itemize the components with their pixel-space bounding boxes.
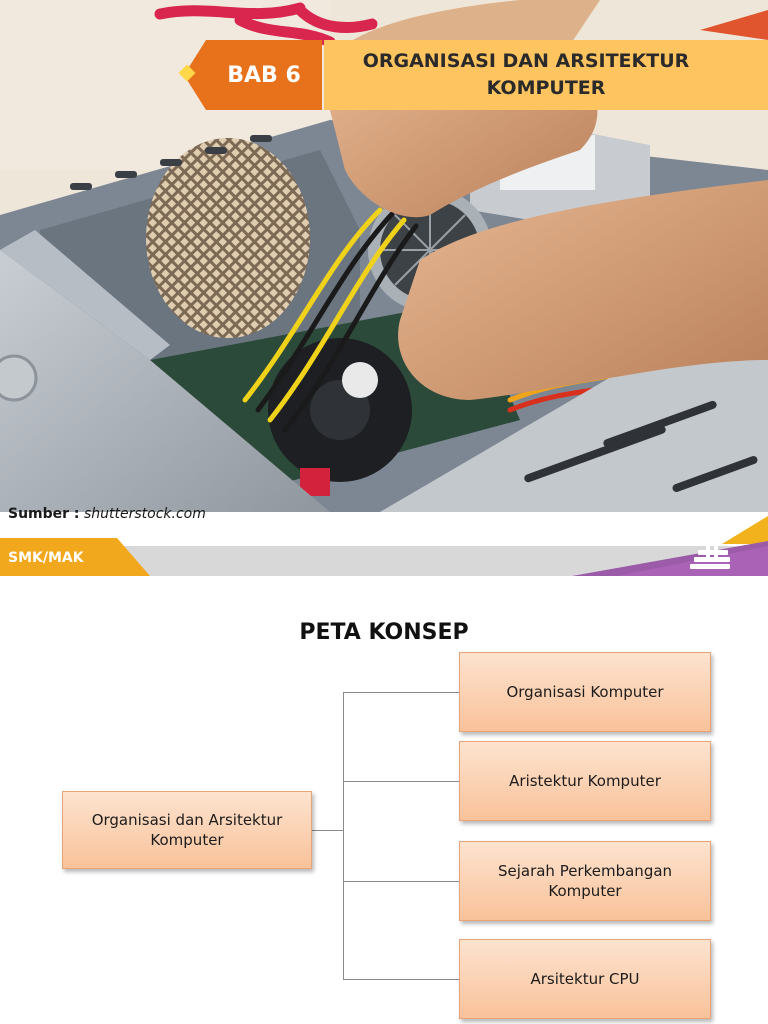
concept-map-slide	[0, 576, 768, 1024]
chapter-badge: BAB 6	[206, 40, 322, 110]
concept-node-arsitektur-cpu: Arsitektur CPU	[459, 939, 711, 1019]
concept-node-sejarah-perkembangan: Sejarah Perkembangan Komputer	[459, 841, 711, 921]
connector-branch-1	[343, 692, 459, 693]
chapter-title-line1: ORGANISASI DAN ARSITEKTUR	[362, 50, 690, 72]
connector-branch-3	[343, 881, 459, 882]
concept-map-title: PETA KONSEP	[299, 620, 469, 645]
slide-footer	[0, 538, 768, 576]
book-stack-icon	[688, 546, 734, 572]
footer-label: SMK/MAK	[8, 550, 84, 566]
concept-node-organisasi-komputer: Organisasi Komputer	[459, 652, 711, 732]
chapter-title-line2: KOMPUTER	[486, 77, 606, 99]
connector-branch-4	[343, 979, 459, 980]
connector-branch-2	[343, 781, 459, 782]
concept-root-node: Organisasi dan Arsitektur Komputer	[62, 791, 312, 869]
connector-root-stem	[312, 830, 344, 831]
concept-node-aristektur-komputer: Aristektur Komputer	[459, 741, 711, 821]
image-source	[8, 506, 206, 522]
connector-trunk	[343, 692, 344, 980]
footer-yellow-accent	[722, 516, 768, 544]
source-label: Sumber :	[8, 506, 80, 522]
chapter-title	[324, 40, 768, 110]
source-value: shutterstock.com	[83, 506, 206, 522]
